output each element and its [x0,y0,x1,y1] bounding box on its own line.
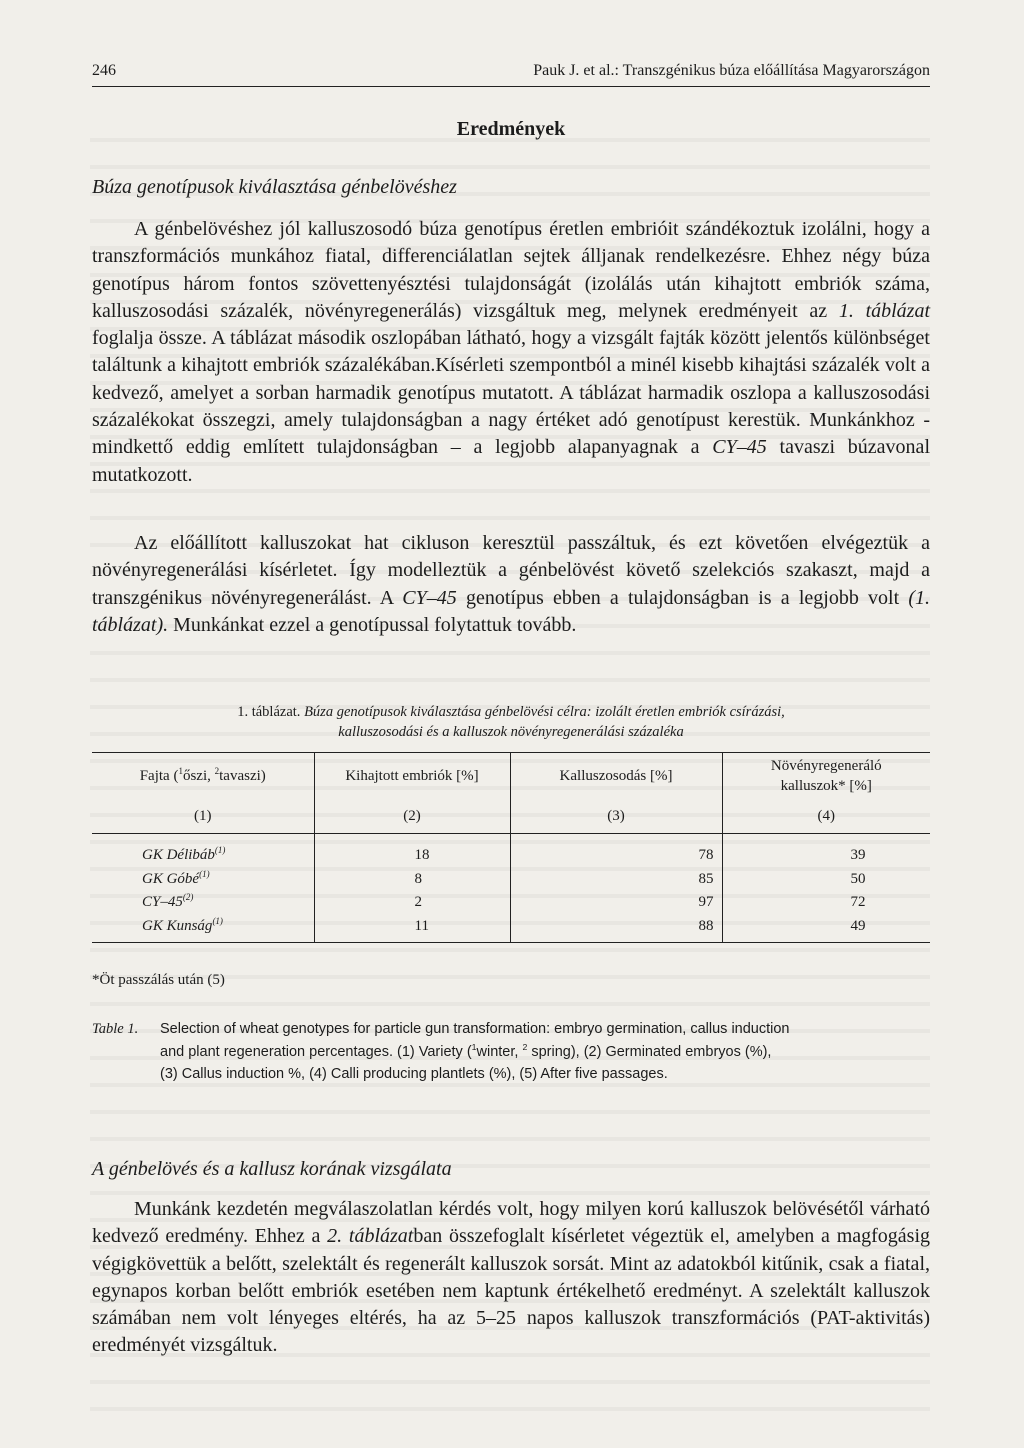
table-row [92,915,930,943]
section-title: Eredmények [456,118,566,140]
table-reference: 2. táblázat [327,1225,414,1248]
germinated-cell: 18 [314,834,510,868]
regen-cell: 50 [850,870,866,887]
table-caption [92,702,930,742]
table-header-row [92,753,930,800]
callus-cell: 78 [510,834,722,868]
table-caption-label: 1. táblázat. [237,704,301,720]
regen-cell: 72 [850,894,866,911]
col-number: (1) [92,799,314,834]
col-header-callus: Kalluszosodás [%] [510,753,722,800]
table-footnote: *Öt passzálás után (5) [92,972,225,988]
callus-cell: 97 [510,891,722,915]
variety-cell: CY–45$^{(2)}$ [92,891,314,915]
paragraph-callus-age [92,1196,930,1360]
english-caption-line1: Selection of wheat genotypes for particle gun transformation: embryo germination, callus induction [160,1021,790,1037]
running-title: Pauk J. et al.: Transzgénikus búza előállítása Magyarországon [533,62,930,79]
english-caption-line3: (3) Callus induction %, (4) Calli producing plantlets (%), (5) After five passages. [160,1066,668,1082]
paragraph-regeneration [92,530,930,639]
col-number: (3) [510,799,722,834]
germinated-cell: 2 [314,891,510,915]
para-text: foglalja össze. A táblázat második oszlopában látható, hogy a vizsgált fajták között jelentős különbséget találtunk a kihajtott embriók százalékában.Kísérleti szempontból a minél kisebb kihajtási százalék volt a kedvező, amelyet a sorban harmadik genotípus mutatott. A táblázat harmadik oszlopa a kalluszosodási százalékokat összegzi, amely tulajdonságban a nagy értéket adó genotípust kerestük. Munkánkhoz - mindkettő eddig említett tulajdonságban – a legjobb alapanyagnak a [92,327,930,459]
regen-cell: 39 [850,847,866,864]
table-reference: 1. táblázat [838,299,931,322]
paragraph-genotype-selection [92,216,930,489]
table-caption-line1: Búza genotípusok kiválasztása génbelövési célra: izolált éretlen embriók csírázási, [304,704,785,720]
col-header-variety: Fajta ($^1$őszi, $^2$tavaszi) [92,753,314,800]
callus-cell: 88 [510,915,722,943]
para-text: ban összefoglalt kísérletet végeztük el, amelyben a magfogásig végigkövettük a belőtt, szelektált és regenerált kalluszok sorsát. Mint az adatokból kitűnik, csak a fiatal, egynapos korban belőtt embriók esetében nem kaptunk értékelhető eredményt. A szelektált kalluszok számában nem volt lényeges eltérés, ha az 5–25 napos kalluszok transzformációs (PAT-aktivitás) eredményét vizsgáltuk. [92,1225,931,1357]
col-header-regenerating: Növényregeneráló kalluszok* [%] [722,753,930,800]
variety-cell: GK Délibáb$^{(1)}$ [92,834,314,868]
english-caption-line2: and plant regeneration percentages. (1) Variety ($^1$winter, $^2$ spring), (2) Germinated embryos (%), [160,1041,772,1060]
table-row [92,891,930,915]
col-header-germinated: Kihajtott embriók [%] [314,753,510,800]
genotype-name: CY–45 [712,436,767,459]
table-row [92,834,930,868]
genotype-name: CY–45 [402,586,457,609]
para-text: Munkánkat ezzel a genotípussal folytattuk tovább. [173,613,577,636]
results-table [92,752,930,943]
germinated-cell: 8 [314,868,510,892]
table-caption-line2: kalluszosodási és a kalluszok növényregenerálási százaléka [338,724,684,740]
table-row [92,868,930,892]
col-number: (2) [314,799,510,834]
subsection-title-genotypes: Búza genotípusok kiválasztása génbelövéshez [92,176,457,198]
callus-cell: 85 [510,868,722,892]
english-table-caption [92,1018,930,1086]
para-text: tavaszi búzavonal mutatkozott. [92,436,930,486]
subsection-title-callus-age: A génbelövés és a kallusz korának vizsgálata [92,1158,452,1180]
para-text: Az előállított kalluszokat hat cikluson keresztül passzáltuk, és ezt követően elvégeztük a növényregenerálási kísérletet. Így modelleztük a génbelövést követő szelekciós szakaszt, majd a transzgénikus növényregenerálást. A [92,532,930,609]
variety-cell: GK Kunság$^{(1)}$ [92,915,314,943]
page-header [92,62,930,87]
table-column-number-row [92,799,930,834]
variety-cell: GK Góbé$^{(1)}$ [92,868,314,892]
para-text: Munkánk kezdetén megválaszolatlan kérdés volt, hogy milyen korú kalluszok belövésétől várható kedvező eredmény. Ehhez a [92,1198,930,1248]
col-number: (4) [722,799,930,834]
para-text: genotípus ebben a tulajdonságban is a legjobb volt [465,586,900,609]
regen-cell: 49 [722,915,930,943]
page-number: 246 [92,62,116,79]
germinated-cell: 11 [314,915,510,943]
para-text: A génbelövéshez jól kalluszosodó búza genotípus éretlen embrióit szándékoztuk izolálni, hogy a transzformációs munkához fiatal, differenciálatlan sejtek álljanak rendelkezésre. Ehhez négy búza genotípus három fontos szövettenyésztési tulajdonságát (izolálás után kihajtott embriók száma, kalluszosodási százalék, növényregenerálás) vizsgáltuk meg, melynek eredményeit az [92,218,930,322]
english-caption-label: Table 1. [92,1021,139,1037]
table-reference: (1. táblázat). [92,586,931,636]
